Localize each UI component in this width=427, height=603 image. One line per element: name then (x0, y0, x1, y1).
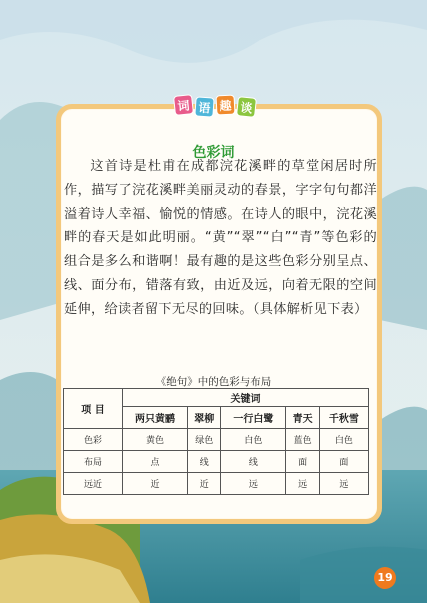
badge-char: 语 (194, 96, 214, 117)
table-cell: 面 (319, 451, 368, 473)
table-column-header: 翠柳 (188, 407, 221, 429)
table-column-header: 一行白鹭 (221, 407, 286, 429)
article-title: 色彩词 (192, 145, 235, 161)
table-cell: 远 (319, 473, 368, 495)
table-row (64, 473, 369, 495)
table-header-keywords: 关键词 (123, 389, 369, 407)
article-body: 这首诗是杜甫在成都浣花溪畔的草堂闲居时所作，描写了浣花溪畔美丽灵动的春景，字字句句都洋溢着诗人幸福、愉悦的情感。在诗人的眼中，浣花溪畔的春天是如此明丽。“黄”“翠”“白”“青”等色彩的组合是多么和谐啊！最有趣的是这些色彩分别呈点、线、面分布，错落有致，由近及远，向着无限的空间延伸，给读者留下无尽的回味。（具体解析见下表） (64, 159, 377, 317)
row-label: 色彩 (64, 429, 123, 451)
table-caption: 《绝句》中的色彩与布局 (155, 376, 272, 388)
row-label: 远近 (64, 473, 123, 495)
table-cell: 绿色 (188, 429, 221, 451)
table-row (64, 451, 369, 473)
badge-char: 词 (173, 94, 194, 116)
table-column-header: 青天 (286, 407, 319, 429)
table-cell: 远 (221, 473, 286, 495)
table-header-item: 项 目 (64, 389, 123, 429)
table-cell: 线 (188, 451, 221, 473)
table-cell: 白色 (319, 429, 368, 451)
color-layout-table (63, 388, 369, 495)
section-badge (174, 95, 256, 117)
table-cell: 点 (123, 451, 188, 473)
row-label: 布局 (64, 451, 123, 473)
table-cell: 远 (286, 473, 319, 495)
badge-char: 谈 (236, 96, 257, 118)
table-cell: 线 (221, 451, 286, 473)
table-cell: 面 (286, 451, 319, 473)
table-cell: 黄色 (123, 429, 188, 451)
table-cell: 蓝色 (286, 429, 319, 451)
table-row (64, 429, 369, 451)
table-column-header: 千秋雪 (319, 407, 368, 429)
badge-char: 趣 (215, 95, 235, 116)
page-number: 19 (374, 567, 396, 589)
table-cell: 近 (188, 473, 221, 495)
table-cell: 白色 (221, 429, 286, 451)
table-cell: 近 (123, 473, 188, 495)
table-column-header: 两只黄鹂 (123, 407, 188, 429)
